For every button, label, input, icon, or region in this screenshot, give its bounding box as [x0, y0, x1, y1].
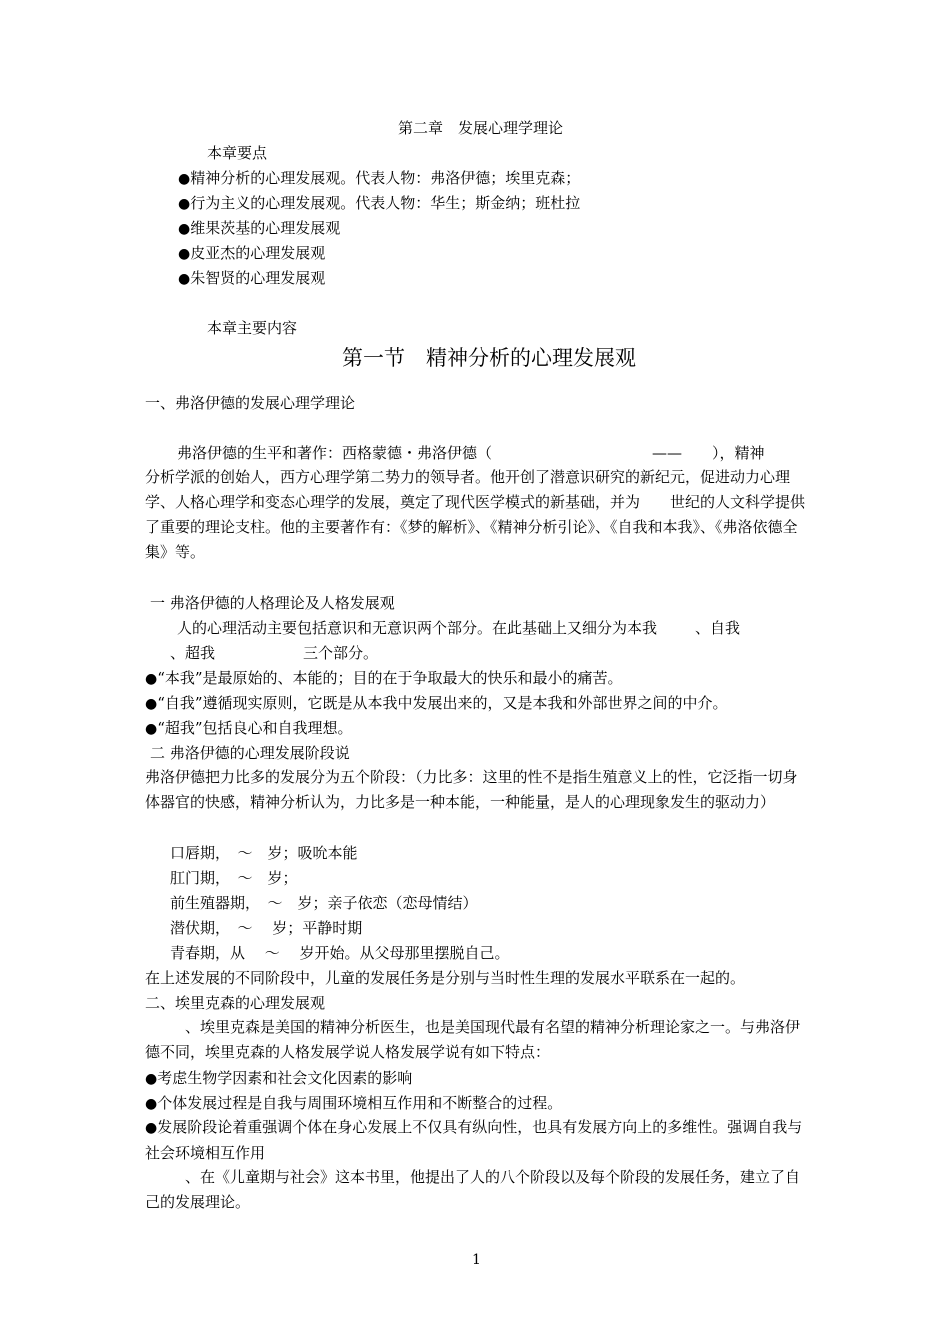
bullet-icon: ●	[145, 671, 158, 687]
part2-intro: 、埃里克森是美国的精神分析医生，也是美国现代最有名望的精神分析理论家之一。与弗洛伊德不同，埃里克森的人格发展学说人格发展学说有如下特点：	[145, 1018, 801, 1061]
superego-bullet: ●“超我”包括良心和自我理想。	[145, 719, 353, 737]
section-title: 第一节 精神分析的心理发展观	[342, 346, 636, 370]
bullet-icon: ●	[145, 721, 158, 737]
ego-bullet: ●“自我”遵循现实原则，它既是从本我中发展出来的，又是本我和外部世界之间的中介。	[145, 694, 728, 712]
bio-paragraph: 分析学派的创始人，西方心理学第二势力的领导者。他开创了潜意识研究的新纪元，促进动力心理学、人格心理学和变态心理学的发展，奠定了现代医学模式的新基础，并为 世纪的人文科学提供了重要的理论支柱。他的主要著作有：《梦的解析》、《精神分析引论》、《自我和本我》、《弗洛依德全集》等。	[145, 468, 806, 561]
bullet-icon: ●	[178, 171, 191, 187]
stages-summary: 在上述发展的不同阶段中，儿童的发展任务是分别与当时性生理的发展水平联系在一起的。	[145, 969, 746, 987]
page-number: 1	[472, 1252, 481, 1268]
stage-item: 潜伏期， ～ 岁；平静时期	[170, 919, 363, 937]
bullet-icon: ●	[145, 1071, 158, 1087]
bullet-icon: ●	[145, 696, 158, 712]
key-point-item: ●朱智贤的心理发展观	[178, 269, 326, 287]
sub2-heading: 二 弗洛伊德的心理发展阶段说	[150, 744, 350, 762]
sub1-heading: 一 弗洛伊德的人格理论及人格发展观	[150, 594, 395, 612]
erikson-bullet: ●个体发展过程是自我与周围环境相互作用和不断整合的过程。	[145, 1094, 563, 1112]
id-bullet: ●“本我”是最原始的、本能的；目的在于争取最大的快乐和最小的痛苦。	[145, 669, 623, 687]
key-point-item: ●行为主义的心理发展观。代表人物：华生；斯金纳；班杜拉	[178, 194, 581, 212]
main-content-label: 本章主要内容	[207, 319, 298, 337]
bullet-icon: ●	[178, 246, 191, 262]
erikson-bullet: ●发展阶段论着重强调个体在身心发展上不仅具有纵向性，也具有发展方向上的多维性。强调自我与社会环境相互作用	[145, 1118, 803, 1162]
chapter-title: 第二章 发展心理学理论	[398, 119, 564, 137]
stage-item: 青春期，从 ～ 岁开始。从父母那里摆脱自己。	[170, 944, 510, 962]
key-points-heading: 本章要点	[207, 144, 268, 162]
sub1-intro-line-1: 人的心理活动主要包括意识和无意识两个部分。在此基础上又细分为本我 、自我	[177, 619, 741, 637]
bullet-icon: ●	[178, 196, 191, 212]
stage-item: 前生殖器期， ～ 岁；亲子依恋（恋母情结）	[170, 894, 478, 912]
part1-heading: 一、弗洛伊德的发展心理学理论	[145, 394, 356, 412]
bullet-icon: ●	[178, 221, 191, 237]
sub1-intro-line-2: 、超我 三个部分。	[170, 644, 379, 662]
key-point-item: ●精神分析的心理发展观。代表人物：弗洛伊德；埃里克森；	[178, 169, 581, 187]
stage-item: 口唇期， ～ 岁；吸吮本能	[170, 844, 358, 862]
part2-closing: 、在《儿童期与社会》这本书里，他提出了人的八个阶段以及每个阶段的发展任务，建立了自己的发展理论。	[145, 1168, 801, 1211]
bullet-icon: ●	[145, 1120, 158, 1136]
stage-item: 肛门期， ～ 岁；	[170, 869, 298, 887]
key-point-item: ●皮亚杰的心理发展观	[178, 244, 326, 262]
bullet-icon: ●	[178, 271, 191, 287]
key-point-item: ●维果茨基的心理发展观	[178, 219, 341, 237]
sub2-intro: 弗洛伊德把力比多的发展分为五个阶段：（力比多：这里的性不是指生殖意义上的性，它泛指一切身体器官的快感，精神分析认为，力比多是一种本能，一种能量，是人的心理现象发生的驱动力）	[145, 768, 798, 811]
bio-line-1: 弗洛伊德的生平和著作：西格蒙德・弗洛伊德（ —— ），精神	[177, 444, 765, 462]
bullet-icon: ●	[145, 1096, 158, 1112]
part2-heading: 二、埃里克森的心理发展观	[145, 994, 326, 1012]
erikson-bullet: ●考虑生物学因素和社会文化因素的影响	[145, 1069, 413, 1087]
